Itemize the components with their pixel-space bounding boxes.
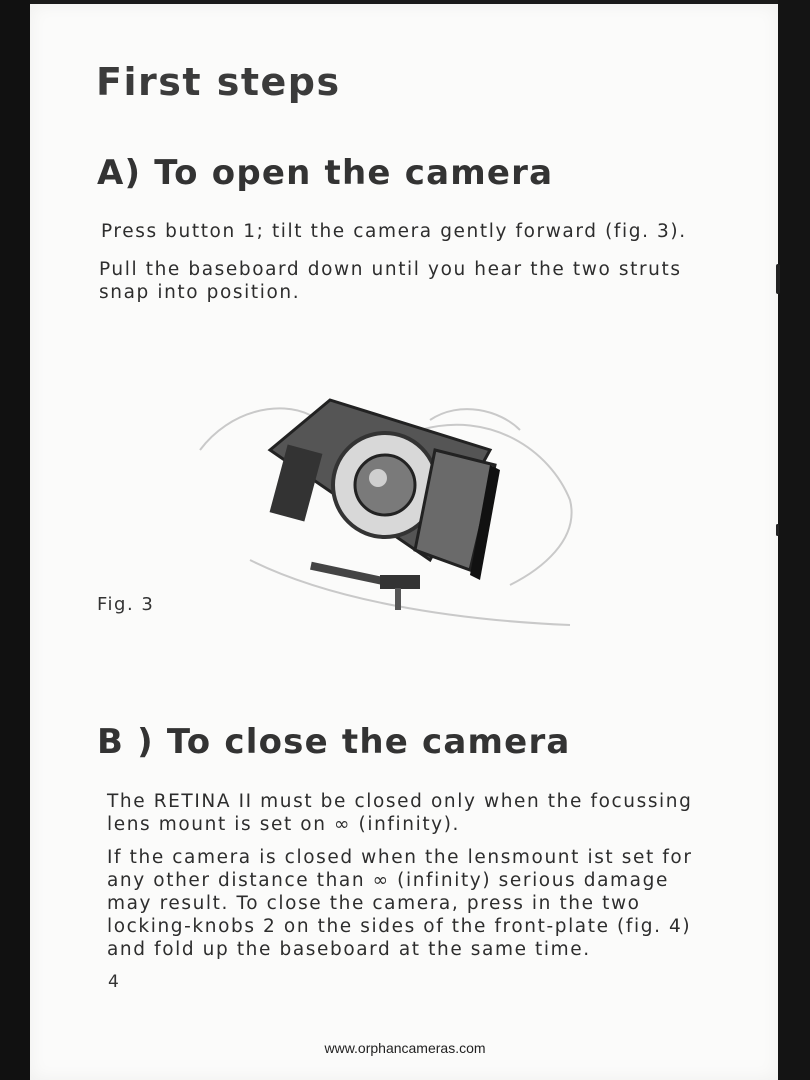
- section-b-paragraph-1: The RETINA II must be closed only when the focussing lens mount is set on ∞ (infinity).: [107, 791, 693, 835]
- hand-stroke: [250, 560, 570, 625]
- lens-glass: [355, 455, 415, 515]
- camera-illustration: [190, 370, 590, 640]
- section-b-title: B ) To close the camera: [97, 722, 571, 762]
- section-a-title: A) To open the camera: [97, 153, 554, 193]
- scan-mark: [776, 524, 779, 536]
- strut-leg: [395, 588, 401, 610]
- page-heading: First steps: [96, 60, 341, 104]
- strut: [310, 562, 390, 586]
- camera-body: [270, 400, 500, 580]
- page-number: 4: [108, 972, 119, 992]
- section-a-paragraph-2: Pull the baseboard down until you hear the two struts snap into position.: [99, 259, 682, 303]
- strut-block: [380, 575, 420, 589]
- footer-url[interactable]: www.orphancameras.com: [324, 1040, 486, 1056]
- section-a-paragraph-1: Press button 1; tilt the camera gently forward (fig. 3).: [101, 221, 687, 242]
- baseboard-struts: [310, 562, 420, 610]
- section-b-paragraph-2: If the camera is closed when the lensmount ist set for any other distance than ∞ (infinity) serious damage may result. To close the camera, press in the two locking-knobs 2 on the sides of the front-plate (fig. 4) and fold up the baseboard at the same time.: [107, 847, 693, 960]
- page-right-edge: [778, 0, 810, 1080]
- page-left-edge: [0, 0, 30, 1080]
- scan-mark: [776, 264, 780, 294]
- figure-caption: Fig. 3: [97, 594, 155, 615]
- lens-highlight: [369, 469, 387, 487]
